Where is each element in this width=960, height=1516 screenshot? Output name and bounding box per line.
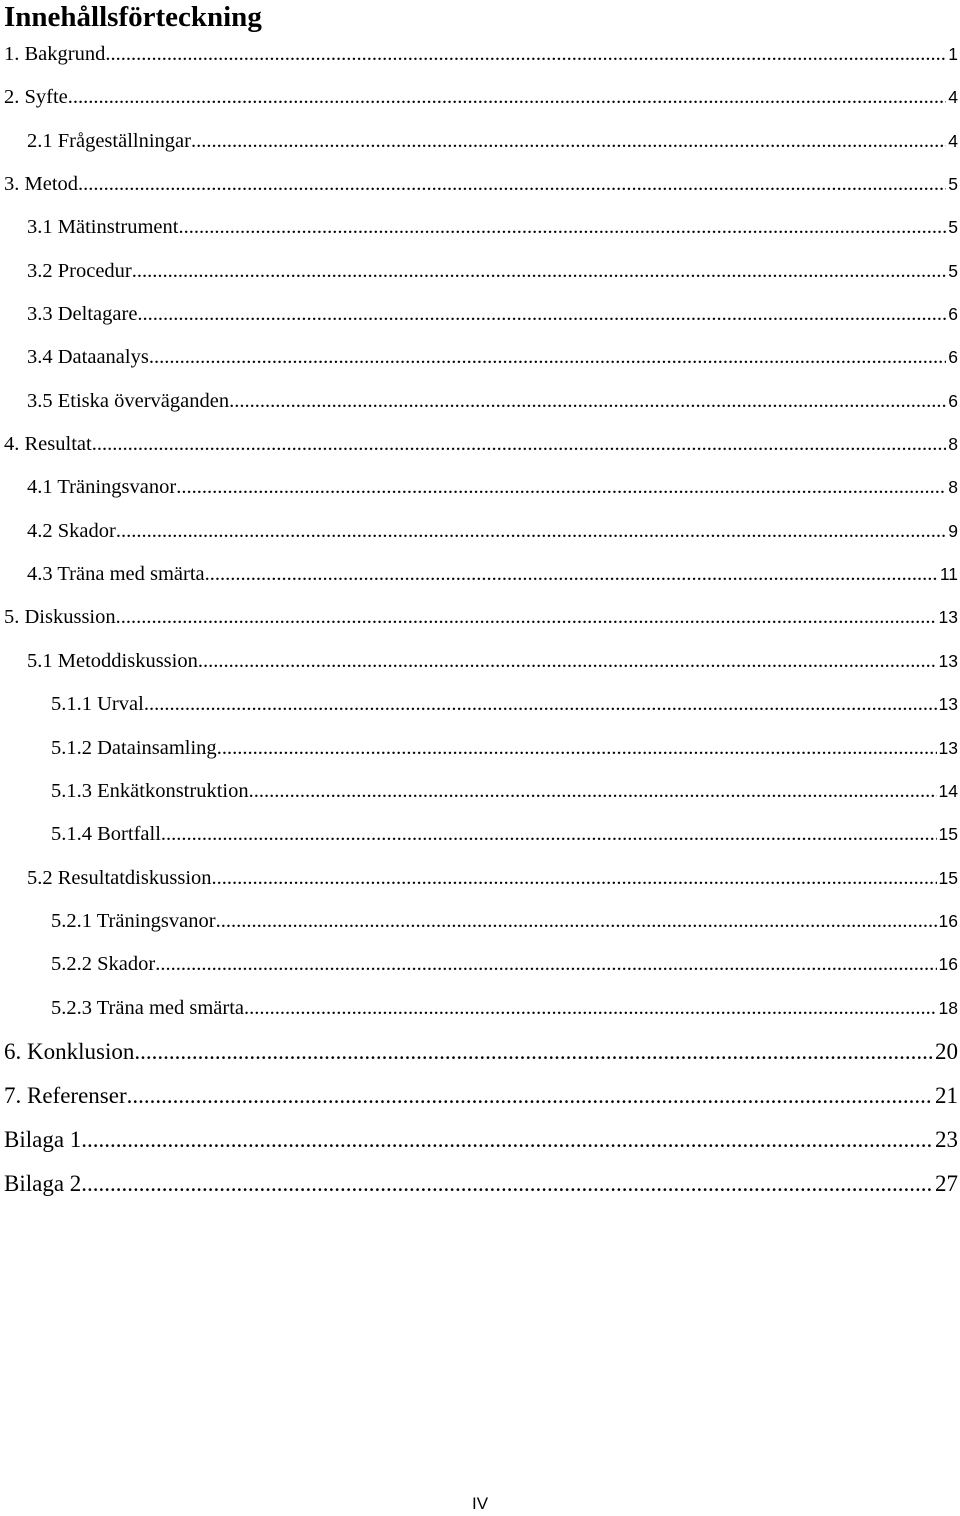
toc-dot-leader: [78, 163, 946, 206]
toc-entry[interactable]: [0, 596, 960, 639]
toc-entry-label: 4. Resultat: [4, 433, 92, 456]
toc-entry-page: 9: [948, 520, 958, 541]
toc-entry[interactable]: [0, 120, 960, 163]
toc-entry-page: 23: [935, 1126, 958, 1152]
toc-entry[interactable]: [0, 510, 960, 553]
toc-dot-leader: [176, 466, 946, 509]
toc-dot-leader: [178, 206, 946, 249]
toc-dot-leader: [116, 596, 937, 639]
toc-entry[interactable]: [0, 943, 960, 986]
toc-entry[interactable]: [0, 770, 960, 813]
toc-entry[interactable]: [0, 250, 960, 293]
toc-dot-leader: [244, 987, 937, 1030]
toc-entry[interactable]: [0, 640, 960, 683]
toc-dot-leader: [149, 336, 946, 379]
toc-entry[interactable]: [0, 163, 960, 206]
toc-entry-page: 21: [935, 1082, 958, 1108]
toc-entry-label: 6. Konklusion: [4, 1038, 135, 1064]
toc-entry[interactable]: [0, 1118, 960, 1162]
toc-entry[interactable]: [0, 857, 960, 900]
toc-dot-leader: [161, 813, 937, 856]
page-number: IV: [471, 1494, 489, 1513]
toc-entry-label: 5.2.1 Träningsvanor: [51, 909, 216, 932]
toc-entry[interactable]: [0, 423, 960, 466]
toc-entry-page: 5: [948, 174, 958, 195]
toc-dot-leader: [217, 727, 937, 770]
toc-dot-leader: [92, 423, 947, 466]
toc-entry-page: 8: [948, 434, 958, 455]
toc-dot-leader: [212, 857, 937, 900]
toc-entry-label: Bilaga 2: [4, 1170, 82, 1196]
toc-entry-label: 4.2 Skador: [27, 519, 116, 542]
toc-entry[interactable]: [0, 76, 960, 119]
toc-entry-label: 5.2.3 Träna med smärta: [51, 996, 245, 1019]
toc-entry-page: 13: [938, 650, 958, 671]
toc-entry[interactable]: [0, 683, 960, 726]
toc-dot-leader: [81, 1118, 933, 1162]
toc-dot-leader: [191, 120, 946, 163]
toc-entry-page: 13: [938, 694, 958, 715]
toc-entry[interactable]: [0, 900, 960, 943]
toc-dot-leader: [116, 510, 946, 553]
toc-entry[interactable]: [0, 727, 960, 770]
toc-entry[interactable]: [0, 1074, 960, 1118]
toc-entry-label: 2. Syfte: [4, 86, 68, 109]
toc-entry-label: 5. Diskussion: [4, 606, 116, 629]
toc-title: Innehållsförteckning: [4, 1, 262, 33]
toc-entry-page: 14: [938, 780, 958, 801]
toc-entry-page: 16: [938, 954, 958, 975]
toc-entry[interactable]: [0, 1162, 960, 1206]
toc-entry-label: 3.5 Etiska överväganden: [27, 389, 230, 412]
toc-entry-page: 1: [948, 44, 958, 64]
toc-entry-label: 4.1 Träningsvanor: [27, 476, 177, 499]
toc-entry-label: 1. Bakgrund: [4, 43, 106, 65]
toc-entry-label: 7. Referenser: [4, 1082, 127, 1108]
toc-dot-leader: [155, 943, 936, 986]
toc-entry-page: 4: [948, 130, 958, 151]
toc-entry-label: 5.2.2 Skador: [51, 953, 156, 976]
toc-dot-leader: [105, 33, 946, 76]
toc-entry-page: 20: [935, 1038, 958, 1064]
toc-entry-page: 15: [938, 867, 958, 888]
toc-dot-leader: [229, 380, 946, 423]
toc-entry-page: 11: [939, 564, 958, 585]
toc-entry-page: 6: [948, 390, 958, 411]
toc-entry-label: 3.4 Dataanalys: [27, 346, 149, 369]
toc-dot-leader: [137, 293, 946, 336]
toc-dot-leader: [144, 683, 937, 726]
toc-entry[interactable]: [0, 466, 960, 509]
toc-entry[interactable]: [0, 813, 960, 856]
toc-entry-page: 13: [938, 737, 958, 758]
toc-entry-page: 15: [938, 824, 958, 845]
toc-entry-label: 5.1.2 Datainsamling: [51, 736, 217, 759]
toc-entry-page: 27: [935, 1170, 958, 1196]
toc-entry[interactable]: [0, 293, 960, 336]
toc-entry-label: 5.1.3 Enkätkonstruktion: [51, 779, 249, 802]
toc-dot-leader: [68, 76, 946, 119]
toc-entry-label: 2.1 Frågeställningar: [27, 129, 191, 152]
toc-entry-label: 5.1.4 Bortfall: [51, 823, 161, 846]
toc-entry[interactable]: [0, 987, 960, 1030]
toc-entry-page: 5: [948, 217, 958, 238]
toc-entry-label: Bilaga 1: [4, 1126, 82, 1152]
toc-entry[interactable]: [0, 1030, 960, 1074]
toc-entry-page: 4: [948, 87, 958, 108]
toc-entry[interactable]: [0, 33, 960, 76]
toc-entry-page: 6: [948, 347, 958, 368]
toc-dot-leader: [132, 250, 947, 293]
toc-entry-page: 6: [948, 304, 958, 325]
toc-entry-label: 3.1 Mätinstrument: [27, 216, 179, 239]
toc-entry-page: 8: [948, 477, 958, 498]
toc-entry-page: 18: [938, 997, 958, 1018]
toc-entry-label: 5.1 Metoddiskussion: [27, 649, 198, 672]
toc-dot-leader: [249, 770, 937, 813]
toc-entry-label: 3.2 Procedur: [27, 259, 132, 282]
toc-entry-label: 5.2 Resultatdiskussion: [27, 866, 212, 889]
toc-dot-leader: [198, 640, 937, 683]
toc-entry[interactable]: [0, 553, 960, 596]
table-of-contents: [0, 33, 960, 1206]
toc-entry-page: 5: [948, 260, 958, 281]
toc-entry[interactable]: [0, 336, 960, 379]
toc-dot-leader: [205, 553, 938, 596]
toc-dot-leader: [134, 1030, 933, 1074]
toc-dot-leader: [127, 1074, 933, 1118]
toc-entry[interactable]: [0, 206, 960, 249]
toc-entry-label: 5.1.1 Urval: [51, 693, 144, 716]
toc-dot-leader: [216, 900, 937, 943]
toc-entry-label: 4.3 Träna med smärta: [27, 563, 205, 586]
toc-entry[interactable]: [0, 380, 960, 423]
toc-entry-label: 3. Metod: [4, 173, 79, 196]
toc-entry-label: 3.3 Deltagare: [27, 303, 138, 326]
toc-entry-page: 13: [938, 607, 958, 628]
toc-dot-leader: [81, 1162, 933, 1206]
toc-entry-page: 16: [938, 910, 958, 931]
